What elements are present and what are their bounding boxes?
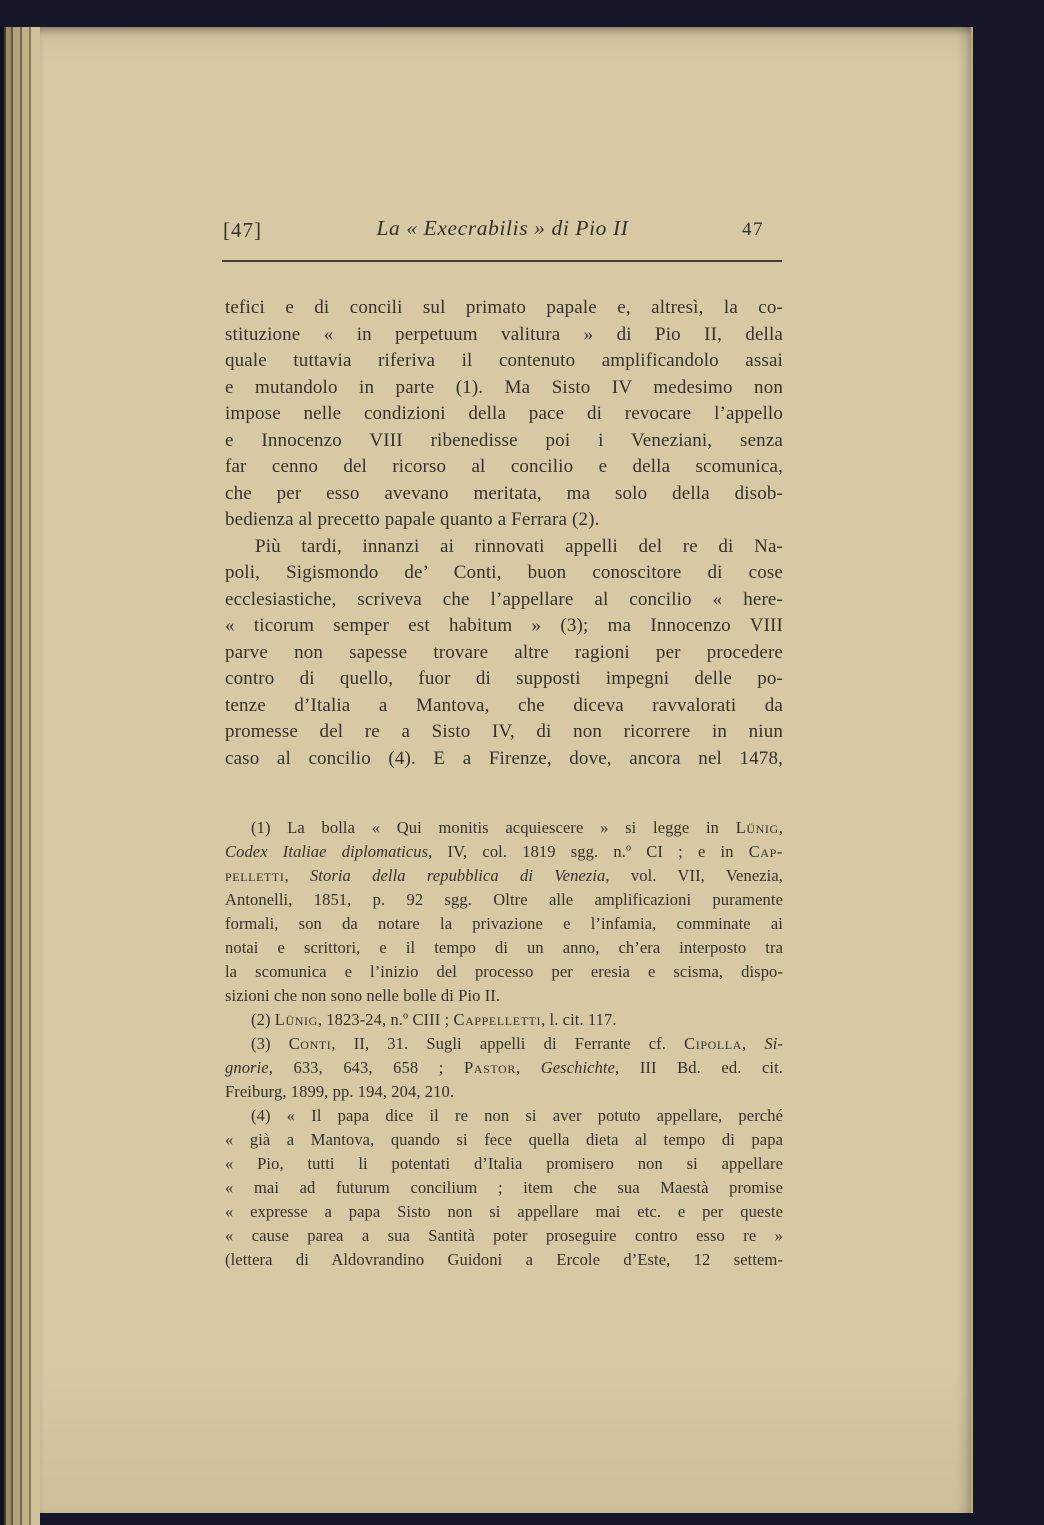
text-segment: gnorie	[225, 1058, 269, 1077]
running-title: La « Execrabilis » di Pio II	[376, 216, 629, 240]
text-segment: Codex Italiae diplomaticus	[225, 842, 429, 861]
text-segment: « expresse a papa Sisto non si appellare mai etc. e per queste	[225, 1202, 783, 1221]
page-number: 47	[742, 219, 764, 240]
text-segment: , III Bd. ed. cit.	[615, 1058, 784, 1077]
text-segment: , IV, col. 1819 sgg. n.º CI ; e in	[428, 842, 749, 861]
header-rule	[222, 260, 782, 262]
body-line	[225, 746, 783, 773]
text-segment: formali, son da notare la privazione e l’infamia, comminate ai	[225, 914, 783, 933]
margin-folio-number: [47]	[223, 218, 262, 242]
footnote-line	[225, 840, 783, 864]
footnote-line	[225, 1176, 783, 1200]
text-segment: promesse del re a Sisto IV, di non ricorrere in niun	[225, 721, 783, 742]
page-header	[223, 216, 782, 252]
body-line	[225, 640, 783, 667]
body-line	[225, 666, 783, 693]
body-line	[225, 507, 783, 534]
body-line	[225, 719, 783, 746]
footnote-line	[225, 1056, 783, 1080]
body-line	[225, 481, 783, 508]
footnote-line	[225, 960, 783, 984]
text-segment: Conti	[288, 1034, 332, 1053]
footnote-line	[225, 1104, 783, 1128]
body-line	[225, 587, 783, 614]
text-segment: « ticorum semper est habitum » (3); ma Innocenzo VIII	[225, 615, 783, 636]
text-segment: Si-	[764, 1034, 784, 1053]
text-segment: Cap-	[748, 842, 783, 861]
book-page	[40, 27, 973, 1513]
text-segment: ,	[515, 1058, 541, 1077]
body-line	[225, 534, 783, 561]
footnotes	[225, 816, 783, 1272]
text-segment: « Pio, tutti li potentati d’Italia promisero non si appellare	[225, 1154, 783, 1173]
body-line	[225, 375, 783, 402]
text-segment: ,	[284, 866, 310, 885]
text-segment: Freiburg, 1899, pp. 194, 204, 210.	[225, 1082, 455, 1101]
text-segment: Pastor	[464, 1058, 516, 1077]
footnote-line	[225, 1128, 783, 1152]
footnote-line	[225, 1080, 783, 1104]
text-segment: e mutandolo in parte (1). Ma Sisto IV medesimo non	[225, 376, 783, 398]
text-segment: che per esso avevano meritata, ma solo della disob-	[225, 482, 783, 504]
text-segment: Lünig	[274, 1010, 318, 1029]
text-segment: notai e scrittori, e il tempo di un anno, ch’era interposto tra	[225, 938, 783, 957]
text-segment: quale tuttavia riferiva il contenuto amplificandolo assai	[225, 350, 783, 371]
footnote-line	[225, 912, 783, 936]
body-line	[225, 401, 783, 428]
footnote-line	[225, 1032, 783, 1056]
body-line	[225, 454, 783, 481]
text-segment: far cenno del ricorso al concilio e della scomunica,	[225, 456, 783, 477]
text-segment: (lettera di Aldovrandino Guidoni a Ercole d’Este, 12 settem-	[225, 1250, 783, 1269]
body-line	[225, 322, 783, 349]
body-line	[225, 348, 783, 375]
text-segment: impose nelle condizioni della pace di revocare l’appello	[225, 403, 783, 424]
text-segment: tenze d’Italia a Mantova, che diceva ravvalorati da	[225, 694, 783, 716]
text-segment: « già a Mantova, quando si fece quella dieta al tempo di papa	[225, 1130, 783, 1149]
text-segment: Geschichte	[540, 1058, 616, 1077]
footnote-line	[225, 1200, 783, 1224]
footnote-line	[225, 1152, 783, 1176]
text-segment: , II, 31. Sugli appelli di Ferrante cf.	[331, 1034, 685, 1053]
text-segment: , 633, 643, 658 ;	[268, 1058, 465, 1077]
footnote-line	[225, 984, 783, 1008]
text-segment: , 1823-24, n.º CIII ;	[317, 1010, 454, 1029]
text-segment: ecclesiastiche, scriveva che l’appellare al concilio « here-	[225, 588, 783, 610]
text-segment: poli, Sigismondo de’ Conti, buon conoscitore di cose	[225, 562, 783, 583]
text-segment: « mai ad futurum concilium ; item che sua Maestà promise	[225, 1178, 783, 1197]
text-segment: e Innocenzo VIII ribenedisse poi i Veneziani, senza	[225, 429, 783, 451]
text-segment: , vol. VII, Venezia,	[605, 866, 784, 885]
text-segment: tefici e di concili sul primato papale e, altresì, la co-	[225, 297, 783, 318]
text-segment: Cipolla	[684, 1034, 742, 1053]
text-segment: contro di quello, fuor di supposti impegni delle po-	[225, 668, 783, 689]
footnote-line	[225, 816, 783, 840]
text-segment: Cappelletti	[453, 1010, 542, 1029]
text-segment: stituzione « in perpetuum valitura » di Pio II, della	[225, 323, 783, 345]
text-segment: , l. cit. 117.	[541, 1010, 617, 1029]
text-segment: ,	[742, 1034, 765, 1053]
footnote-line	[225, 864, 783, 888]
text-segment: (3)	[251, 1034, 289, 1053]
footnote-line	[225, 1224, 783, 1248]
body-line	[225, 560, 783, 587]
text-segment: (4) « Il papa dice il re non si aver potuto appellare, perché	[251, 1106, 783, 1125]
text-segment: « cause parea a sua Santità poter proseguire contro esso re »	[225, 1226, 783, 1245]
footnote-line	[225, 1248, 783, 1272]
body-text	[225, 295, 783, 772]
text-segment: pelletti	[225, 866, 285, 885]
text-segment: parve non sapesse trovare altre ragioni per procedere	[225, 641, 783, 663]
text-segment: Storia della repubblica di Venezia	[309, 866, 606, 885]
text-segment: (2)	[251, 1010, 275, 1029]
body-line	[225, 295, 783, 322]
text-segment: sizioni che non sono nelle bolle di Pio II.	[225, 986, 501, 1005]
body-line	[225, 428, 783, 455]
body-line	[225, 693, 783, 720]
text-segment: Più tardi, innanzi ai rinnovati appelli del re di Na-	[255, 535, 783, 557]
footnote-line	[225, 888, 783, 912]
footnote-line	[225, 936, 783, 960]
text-segment: (1) La bolla « Qui monitis acquiescere » si legge in	[251, 818, 736, 837]
body-line	[225, 613, 783, 640]
text-segment: bedienza al precetto papale quanto a Ferrara (2).	[225, 509, 600, 530]
book-page-edges	[0, 27, 40, 1525]
text-segment: la scomunica e l’inizio del processo per eresia e scisma, dispo-	[225, 962, 783, 981]
text-segment: caso al concilio (4). E a Firenze, dove, ancora nel 1478,	[225, 747, 783, 769]
text-segment: Lünig	[735, 818, 779, 837]
text-segment: ,	[778, 818, 783, 837]
footnote-line	[225, 1008, 783, 1032]
text-segment: Antonelli, 1851, p. 92 sgg. Oltre alle amplificazioni puramente	[225, 890, 783, 909]
